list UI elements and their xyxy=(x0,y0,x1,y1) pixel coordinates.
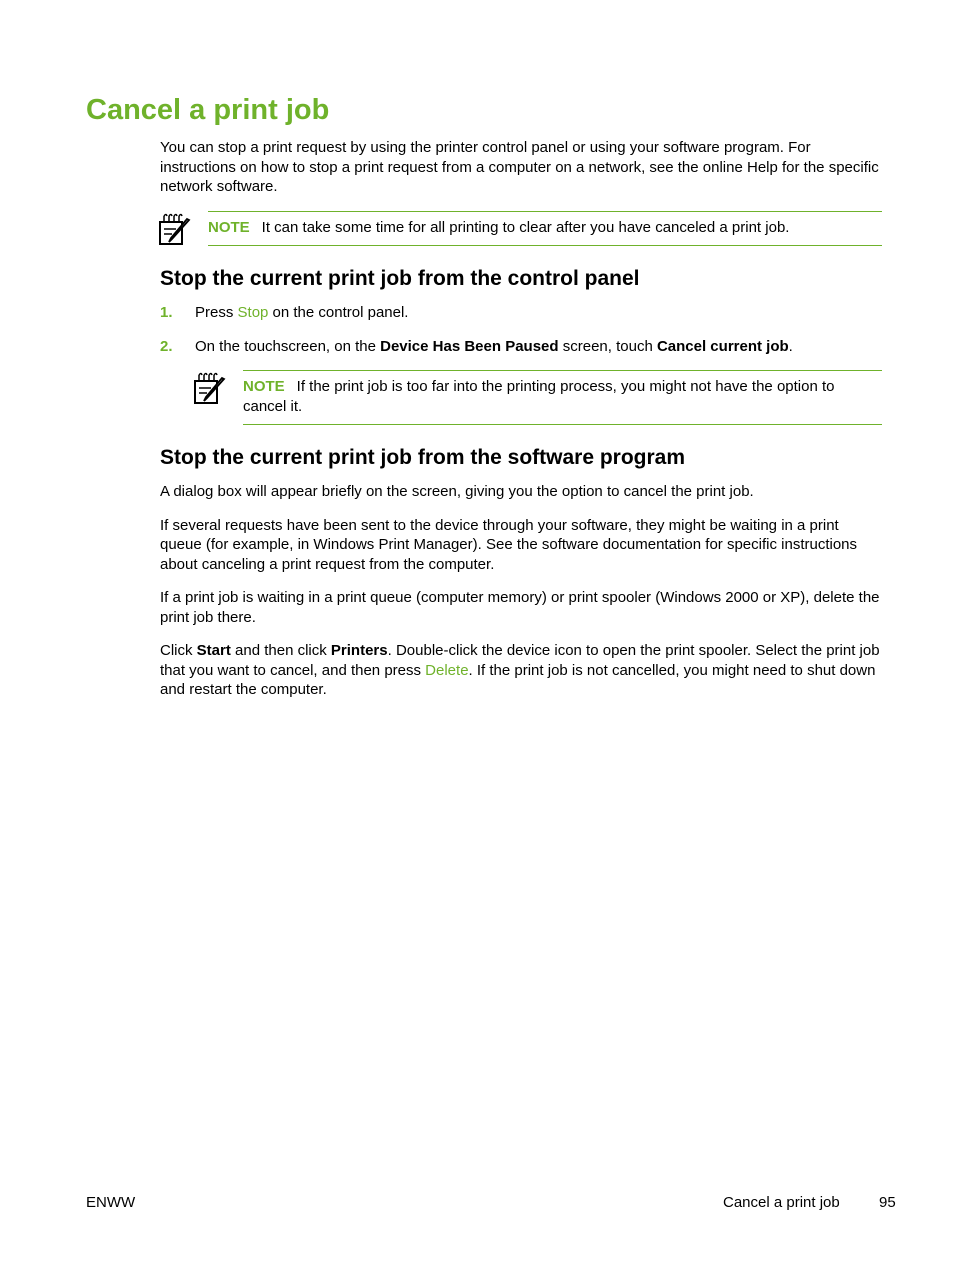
note-label: NOTE xyxy=(208,218,250,236)
text-run: . Double-click the device icon to open the print spooler. Select the print job that you want to cancel, and then press xyxy=(160,642,880,679)
section-heading-control-panel: Stop the current print job from the control panel xyxy=(160,267,640,290)
note-pencil-icon xyxy=(158,212,192,248)
screen-name: Device Has Been Paused xyxy=(380,337,559,355)
note-text: It can take some time for all printing to clear after you have canceled a print job. xyxy=(261,218,790,236)
note-text: If the print job is too far into the printing process, you might not have the option to cancel it. xyxy=(243,378,835,415)
note-box xyxy=(243,370,882,425)
start-label: Start xyxy=(196,642,231,659)
paragraph: A dialog box will appear briefly on the screen, giving you the option to cancel the print job. xyxy=(160,483,754,500)
option-name: Cancel current job xyxy=(656,337,789,355)
printers-label: Printers xyxy=(330,642,388,659)
note-label: NOTE xyxy=(243,378,285,395)
delete-link[interactable]: Delete xyxy=(425,661,469,679)
section-heading-software: Stop the current print job from the software program xyxy=(160,446,686,469)
step-text: on the control panel. xyxy=(268,304,409,321)
step-text: . xyxy=(788,337,793,355)
paragraph xyxy=(160,641,882,700)
step-number: 1. xyxy=(160,304,173,321)
step-text: On the touchscreen, on the xyxy=(195,337,381,355)
note-box xyxy=(208,211,882,247)
page-title: Cancel a print job xyxy=(86,94,330,126)
note-block xyxy=(160,211,882,247)
footer-left: ENWW xyxy=(86,1194,136,1211)
step-text: Press xyxy=(195,304,238,321)
text-run: Click xyxy=(160,642,197,659)
text-run: and then click xyxy=(230,642,331,659)
paragraph: If several requests have been sent to the device through your software, they might be waiting in a print queue (for example, in Windows Print Manager). See the software documentation for specific instructions about canceling a print request from the computer. xyxy=(160,516,858,573)
page-number: 95 xyxy=(879,1194,896,1211)
list-item xyxy=(160,337,882,357)
step-number: 2. xyxy=(160,337,173,355)
note-block xyxy=(195,370,882,425)
note-pencil-icon xyxy=(193,371,227,407)
intro-paragraph: You can stop a print request by using the printer control panel or using your software program. For instructions on how to stop a print request from a computer on a network, see the online Help for the specific network software. xyxy=(160,139,879,195)
paragraph: If a print job is waiting in a print queue (computer memory) or print spooler (Windows 2000 or XP), delete the print job there. xyxy=(160,589,880,626)
list-item xyxy=(160,303,882,323)
footer-section: Cancel a print job xyxy=(723,1194,840,1211)
stop-link[interactable]: Stop xyxy=(237,304,269,321)
step-text: screen, touch xyxy=(558,337,657,355)
page-content xyxy=(160,138,882,700)
text-run: . If the print job is not cancelled, you might need to shut down and restart the computer. xyxy=(160,661,876,698)
steps-list xyxy=(160,303,882,356)
